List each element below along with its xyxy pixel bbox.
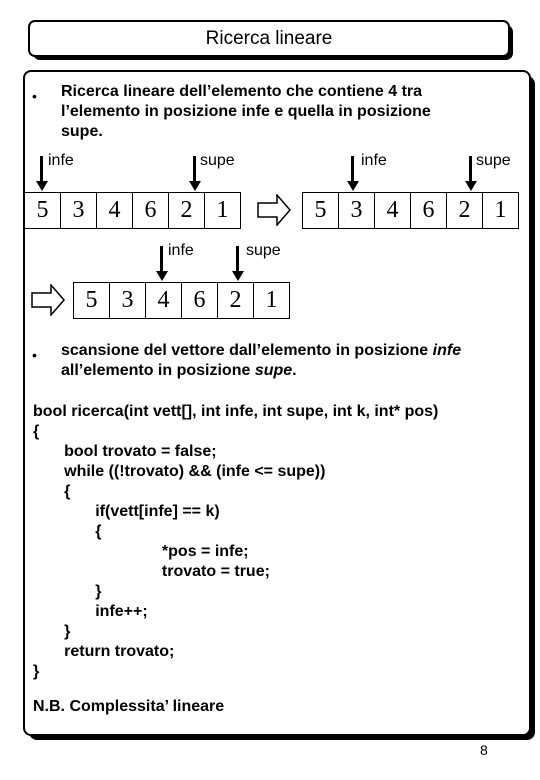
code-line: bool ricerca(int vett[], int infe, int supe, int k, int* pos) <box>33 403 439 420</box>
array-cell: 2 <box>447 193 483 228</box>
pointer-arrowhead-infe <box>347 181 359 191</box>
array-cell: 2 <box>169 193 205 228</box>
bullet-text-2-emphasis: infe <box>432 342 462 359</box>
code-line: } <box>33 663 40 680</box>
bullet-marker-1: • <box>32 88 37 104</box>
array-cell: 5 <box>74 283 110 318</box>
array-cell: 6 <box>182 283 218 318</box>
array-cell: 1 <box>494 197 507 223</box>
pointer-arrow-supe <box>469 156 472 184</box>
page-number: 8 <box>480 742 488 758</box>
code-line: return trovato; <box>33 643 175 660</box>
bullet-text-1-line: supe. <box>61 123 103 140</box>
infe-label: infe <box>361 152 387 169</box>
infe-label: infe <box>48 152 74 169</box>
bullet-text-1-line: l’elemento in posizione infe e quella in posizione <box>61 103 431 120</box>
array-cell: 3 <box>110 283 146 318</box>
array-cell: 4 <box>375 193 411 228</box>
infe-label: infe <box>168 242 194 259</box>
array-cell: 4 <box>146 283 182 318</box>
supe-label: supe <box>200 152 235 169</box>
array-cell: 2 <box>218 283 254 318</box>
pointer-arrow-supe <box>236 246 239 274</box>
next-state-arrow-icon <box>31 284 65 316</box>
bullet-text-2-plain: scansione del vettore dall’elemento in posizione <box>61 342 433 359</box>
array-cell: 6 <box>411 193 447 228</box>
code-line: while ((!trovato) && (infe <= supe)) <box>33 463 326 480</box>
pointer-arrow-infe <box>40 156 43 184</box>
code-line: { <box>33 523 102 540</box>
code-line: } <box>33 623 71 640</box>
array-cell: 4 <box>97 193 133 228</box>
pointer-arrow-infe <box>160 246 163 274</box>
bullet-text-2-plain: all’elemento in posizione <box>61 362 255 379</box>
code-line: bool trovato = false; <box>33 443 217 460</box>
supe-label: supe <box>476 152 511 169</box>
array-cell: 5 <box>303 193 339 228</box>
bullet-text-2-emphasis: supe <box>254 362 293 379</box>
array-state-1 <box>24 192 241 229</box>
pointer-arrow-infe <box>351 156 354 184</box>
pointer-arrowhead-supe <box>232 271 244 281</box>
code-line: *pos = infe; <box>33 543 249 560</box>
complexity-note: N.B. Complessita’ lineare <box>33 698 225 715</box>
array-cell: 6 <box>133 193 169 228</box>
array-cell: 5 <box>25 193 61 228</box>
code-line: { <box>33 483 71 500</box>
code-line: } <box>33 583 102 600</box>
bullet-marker-2: • <box>32 347 37 363</box>
code-line: if(vett[infe] == k) <box>33 503 220 520</box>
array-cell: 1 <box>216 197 229 223</box>
bullet-text-2-line <box>61 361 461 381</box>
array-cell: 1 <box>265 287 278 313</box>
pointer-arrowhead-supe <box>465 181 477 191</box>
pointer-arrow-supe <box>193 156 196 184</box>
bullet-text-2-plain: . <box>292 362 297 379</box>
code-block <box>33 402 438 682</box>
array-state-3 <box>73 282 290 319</box>
array-cell: 3 <box>61 193 97 228</box>
code-line: { <box>33 423 40 440</box>
next-state-arrow-icon <box>257 194 291 226</box>
bullet-text-2-line <box>61 341 461 361</box>
bullet-text-1-line: Ricerca lineare dell’elemento che contiene 4 tra <box>61 83 423 100</box>
code-line: trovato = true; <box>33 563 270 580</box>
pointer-arrowhead-infe <box>36 181 48 191</box>
slide-title: Ricerca lineare <box>28 20 510 57</box>
pointer-arrowhead-supe <box>189 181 201 191</box>
array-cell: 3 <box>339 193 375 228</box>
code-line: infe++; <box>33 603 148 620</box>
pointer-arrowhead-infe <box>156 271 168 281</box>
array-state-2 <box>302 192 519 229</box>
bullet-text-2 <box>61 341 461 381</box>
supe-label: supe <box>246 242 281 259</box>
bullet-text-1 <box>61 82 431 142</box>
